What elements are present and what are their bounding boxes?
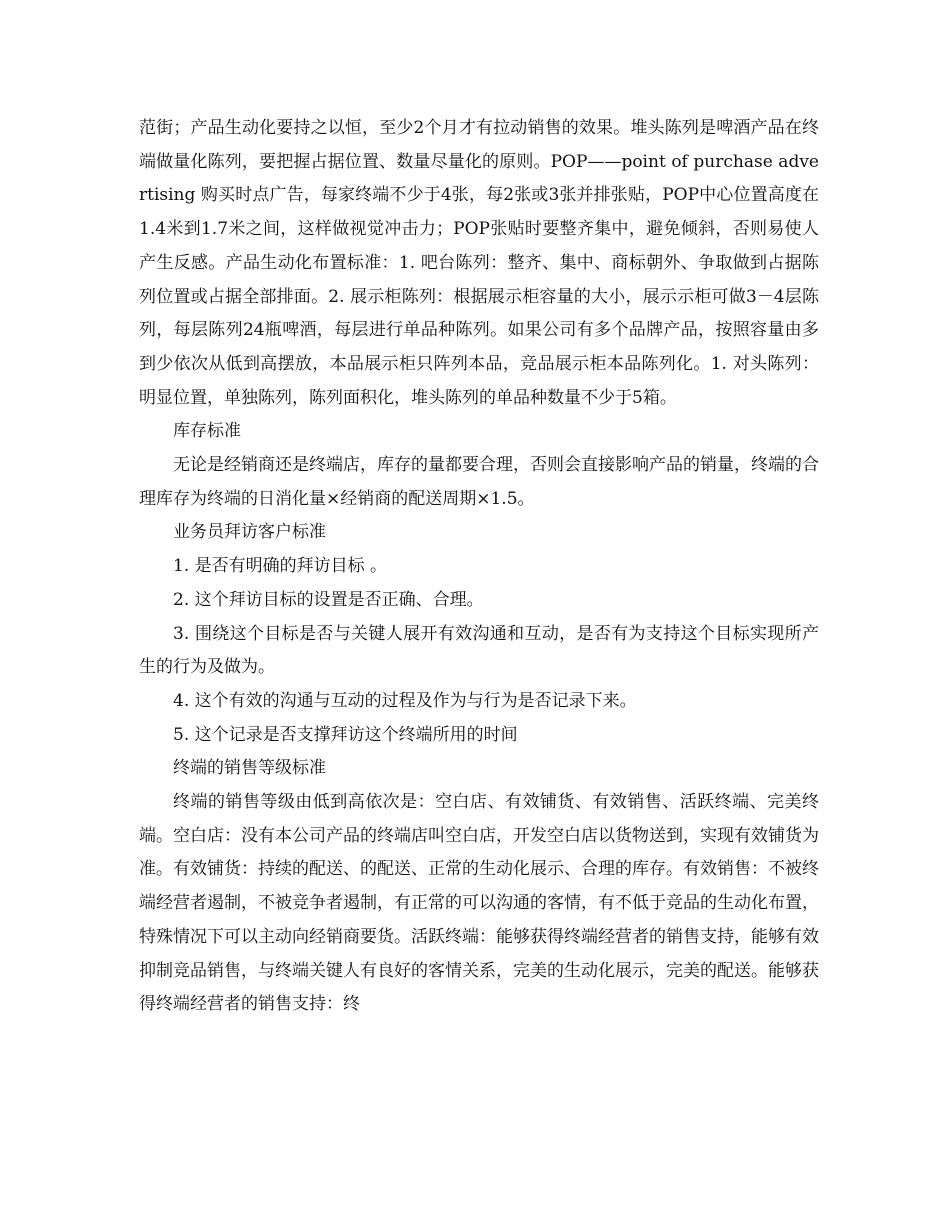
list-item: 5. 这个记录是否支撑拜访这个终端所用的时间 bbox=[173, 724, 518, 745]
heading-visit-standard: 业务员拜访客户标准 bbox=[173, 522, 326, 543]
paragraph-product-display: 范街；产品生动化要持之以恒，至少2个月才有拉动销售的效果。堆头陈列是啤酒产品在终端做量化陈列，要把握占据位置、数量尽量化的原则。POP——point of purchase advertising 购买时点广告，每家终端不少于4张，每2张或3张并排张贴，POP中心位置高度在1.4米到1.7米之间，这样做视觉冲击力；POP张贴时要整齐集中，避免倾斜，否则易使人产生反感。产品生动化布置标准：1. 吧台陈列：整齐、集中、商标朝外、争取做到占据陈列位置或占据全部排面。2. 展示柜陈列：根据展示柜容量的大小，展示示柜可做3－4层陈列，每层陈列24瓶啤酒，每层进行单品种陈列。如果公司有多个品牌产品，按照容量由多到少依次从低到高摆放，本品展示柜只阵列本品，竞品展示柜本品陈列化。1. 对头陈列：明显位置，单独陈列，陈列面积化，堆头陈列的单品种数量不少于5箱。 bbox=[139, 118, 819, 408]
heading-sales-level-standard: 终端的销售等级标准 bbox=[173, 758, 326, 779]
heading-inventory-standard: 库存标准 bbox=[173, 421, 241, 442]
document-page bbox=[139, 112, 819, 1022]
list-item: 3. 围绕这个目标是否与关键人展开有效沟通和互动，是否有为支持这个目标实现所产生的行为及做为。 bbox=[139, 623, 819, 678]
list-item: 4. 这个有效的沟通与互动的过程及作为与行为是否记录下来。 bbox=[173, 690, 637, 711]
paragraph-sales-level: 终端的销售等级由低到高依次是：空白店、有效铺货、有效销售、活跃终端、完美终端。空白店：没有本公司产品的终端店叫空白店，开发空白店以货物送到，实现有效铺货为准。有效铺货：持续的配送、的配送、正常的生动化展示、合理的库存。有效销售：不被终端经营者遏制，不被竞争者遏制，有正常的可以沟通的客情，有不低于竞品的生动化布置，特殊情况下可以主动向经销商要货。活跃终端：能够获得终端经营者的销售支持，能够有效抑制竞品销售，与终端关键人有良好的客情关系，完美的生动化展示，完美的配送。能够获得终端经营者的销售支持：终 bbox=[139, 792, 819, 1015]
list-item: 2. 这个拜访目标的设置是否正确、合理。 bbox=[173, 589, 484, 610]
paragraph-inventory: 无论是经销商还是终端店，库存的量都要合理，否则会直接影响产品的销量，终端的合理库存为终端的日消化量×经销商的配送周期×1.5。 bbox=[139, 455, 819, 509]
list-item: 1. 是否有明确的拜访目标 。 bbox=[173, 556, 388, 577]
